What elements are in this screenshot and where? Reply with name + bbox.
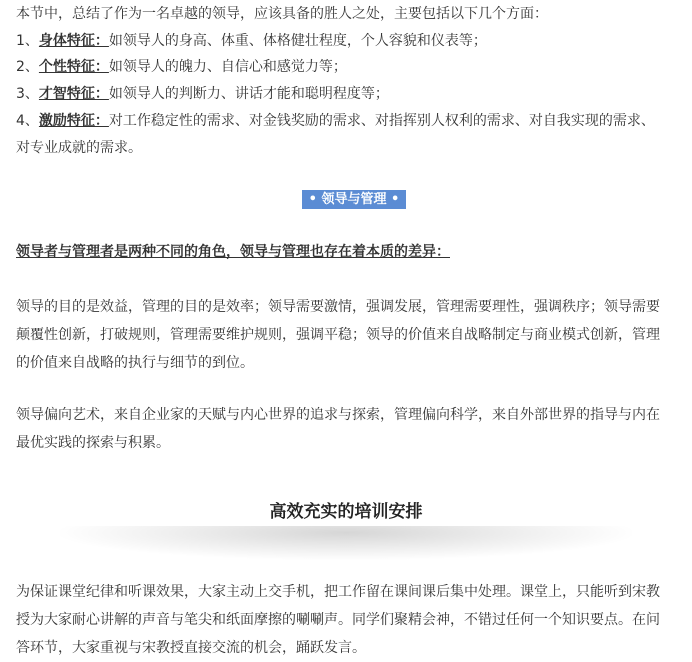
paragraph-line: 答环节，大家重视与宋教授直接交流的机会，踊跃发言。 — [16, 640, 366, 656]
trait-text: 如领导人的魄力、自信心和感觉力等； — [108, 59, 347, 75]
trait-number: 4、 — [16, 113, 39, 129]
trait-label: 才智特征： — [38, 86, 109, 102]
heading-shadow-divider — [60, 526, 632, 560]
comparison-subheading: 领导者与管理者是两种不同的角色，领导与管理也存在着本质的差异： — [16, 244, 450, 260]
paragraph-goals — [16, 293, 692, 377]
paragraph-training — [16, 578, 692, 662]
paragraph-line: 的价值来自战略的执行与细节的到位。 — [16, 355, 254, 371]
paragraph-line: 领导的目的是效益，管理的目的是效率；领导需要激情，强调发展，管理需要理性，强调秩序；领导需要 — [16, 299, 660, 315]
section-heading-training: 高效充实的培训安排 — [269, 502, 423, 522]
intro-text: 本节中，总结了作为一名卓越的领导，应该具备的胜人之处，主要包括以下几个方面： — [16, 6, 548, 22]
paragraph-art-science — [16, 401, 692, 457]
trait-item-motivation-continued: 对专业成就的需求。 — [16, 140, 142, 156]
trait-text: 如领导人的判断力、讲话才能和聪明程度等； — [108, 86, 389, 102]
paragraph-line: 领导偏向艺术，来自企业家的天赋与内心世界的追求与探索，管理偏向科学，来自外部世界的指导与内在 — [16, 407, 660, 423]
paragraph-line: 颠覆性创新，打破规则，管理需要维护规则，强调平稳；领导的价值来自战略制定与商业模式创新，管理 — [16, 327, 660, 343]
trait-item-personality — [16, 57, 347, 77]
trait-text: 对工作稳定性的需求、对金钱奖励的需求、对指挥别人权利的需求、对自我实现的需求、 — [108, 113, 655, 129]
trait-item-intelligence — [16, 84, 389, 104]
trait-number: 2、 — [16, 59, 39, 75]
trait-number: 3、 — [16, 86, 39, 102]
paragraph-line: 最优实践的探索与积累。 — [16, 435, 170, 451]
trait-label: 激励特征： — [38, 113, 109, 129]
trait-item-motivation — [16, 111, 655, 131]
section-badge-leadership-management: • 领导与管理 • — [302, 190, 406, 209]
paragraph-line: 授为大家耐心讲解的声音与笔尖和纸面摩擦的唰唰声。同学们聚精会神，不错过任何一个知识要点。在问 — [16, 612, 660, 628]
paragraph-line: 为保证课堂纪律和听课效果，大家主动上交手机，把工作留在课间课后集中处理。课堂上，只能听到宋教 — [16, 584, 660, 600]
trait-label: 个性特征： — [38, 59, 109, 75]
trait-text: 如领导人的身高、体重、体格健壮程度，个人容貌和仪表等； — [108, 33, 487, 49]
trait-number: 1、 — [16, 33, 39, 49]
trait-item-physical — [16, 31, 487, 51]
trait-label: 身体特征： — [38, 33, 109, 49]
